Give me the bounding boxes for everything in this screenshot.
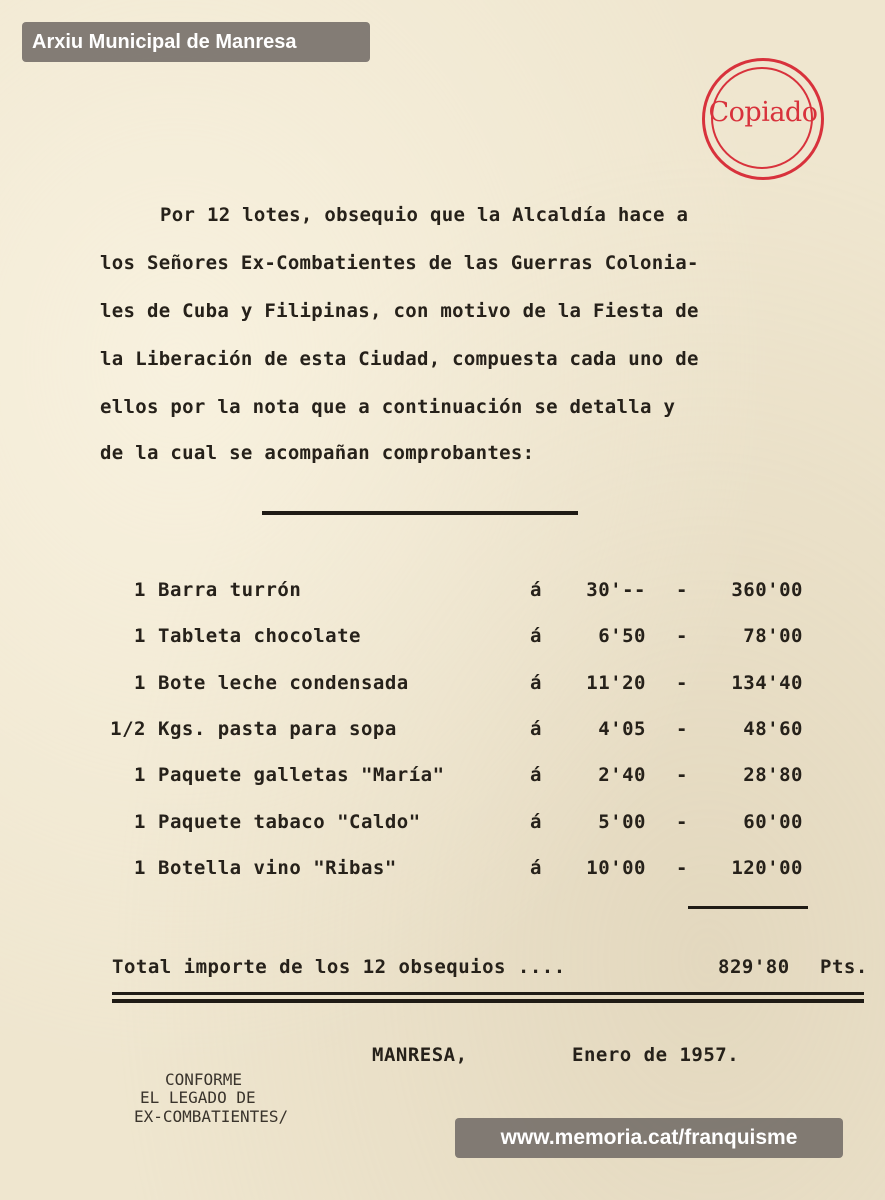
item-at: á [530,672,542,694]
double-rule-top [112,992,864,995]
item-qty: 1 [134,811,146,833]
item-at: á [530,811,542,833]
item-unit-price: 6'50 [598,625,646,647]
item-description: Paquete tabaco "Caldo" [158,811,421,833]
intro-line: la Liberación de esta Ciudad, compuesta cada uno de [100,348,699,370]
item-description: Paquete galletas "María" [158,764,445,786]
total-label: Total importe de los 12 obsequios .... [112,956,566,978]
item-total: 134'40 [731,672,803,694]
website-banner: www.memoria.cat/franquisme [455,1118,843,1158]
item-row [0,579,885,609]
item-at: á [530,579,542,601]
item-dash: - [676,764,688,786]
item-qty: 1/2 [110,718,146,740]
item-at: á [530,718,542,740]
conforme-line-1: CONFORME [165,1070,243,1089]
item-dash: - [676,811,688,833]
intro-line: Por 12 lotes, obsequio que la Alcaldía hace a [160,204,689,226]
double-rule-bottom [112,999,864,1003]
item-qty: 1 [134,625,146,647]
item-qty: 1 [134,857,146,879]
item-total: 360'00 [731,579,803,601]
item-at: á [530,764,542,786]
item-row [0,625,885,655]
item-row [0,718,885,748]
separator-rule [262,511,578,515]
item-total: 120'00 [731,857,803,879]
copiado-stamp [702,58,824,180]
conforme-line-3: EX-COMBATIENTES/ [134,1107,289,1126]
item-dash: - [676,672,688,694]
item-total: 28'80 [743,764,803,786]
item-unit-price: 11'20 [586,672,646,694]
item-description: Botella vino "Ribas" [158,857,397,879]
item-unit-price: 10'00 [586,857,646,879]
place: MANRESA, [372,1044,468,1066]
item-row [0,672,885,702]
conforme-line-2: EL LEGADO DE [140,1088,256,1107]
item-description: Kgs. pasta para sopa [158,718,397,740]
item-at: á [530,625,542,647]
item-dash: - [676,579,688,601]
item-unit-price: 30'-- [586,579,646,601]
intro-line: los Señores Ex-Combatientes de las Guerras Colonia- [100,252,699,274]
item-row [0,764,885,794]
item-qty: 1 [134,672,146,694]
item-description: Bote leche condensada [158,672,409,694]
total-amount: 829'80 [718,956,790,978]
item-dash: - [676,857,688,879]
stamp-text: Copiado [708,97,818,128]
item-total: 48'60 [743,718,803,740]
total-unit: Pts. [820,956,868,978]
item-unit-price: 4'05 [598,718,646,740]
item-qty: 1 [134,579,146,601]
item-total: 60'00 [743,811,803,833]
item-at: á [530,857,542,879]
item-dash: - [676,625,688,647]
date: Enero de 1957. [572,1044,740,1066]
item-row [0,811,885,841]
intro-line: ellos por la nota que a continuación se detalla y [100,396,676,418]
item-total: 78'00 [743,625,803,647]
sum-rule [688,906,808,909]
item-qty: 1 [134,764,146,786]
item-description: Barra turrón [158,579,302,601]
item-dash: - [676,718,688,740]
item-unit-price: 2'40 [598,764,646,786]
archive-banner: Arxiu Municipal de Manresa [22,22,370,62]
item-description: Tableta chocolate [158,625,361,647]
item-unit-price: 5'00 [598,811,646,833]
intro-line: de la cual se acompañan comprobantes: [100,442,535,464]
intro-line: les de Cuba y Filipinas, con motivo de la Fiesta de [100,300,699,322]
item-row [0,857,885,887]
